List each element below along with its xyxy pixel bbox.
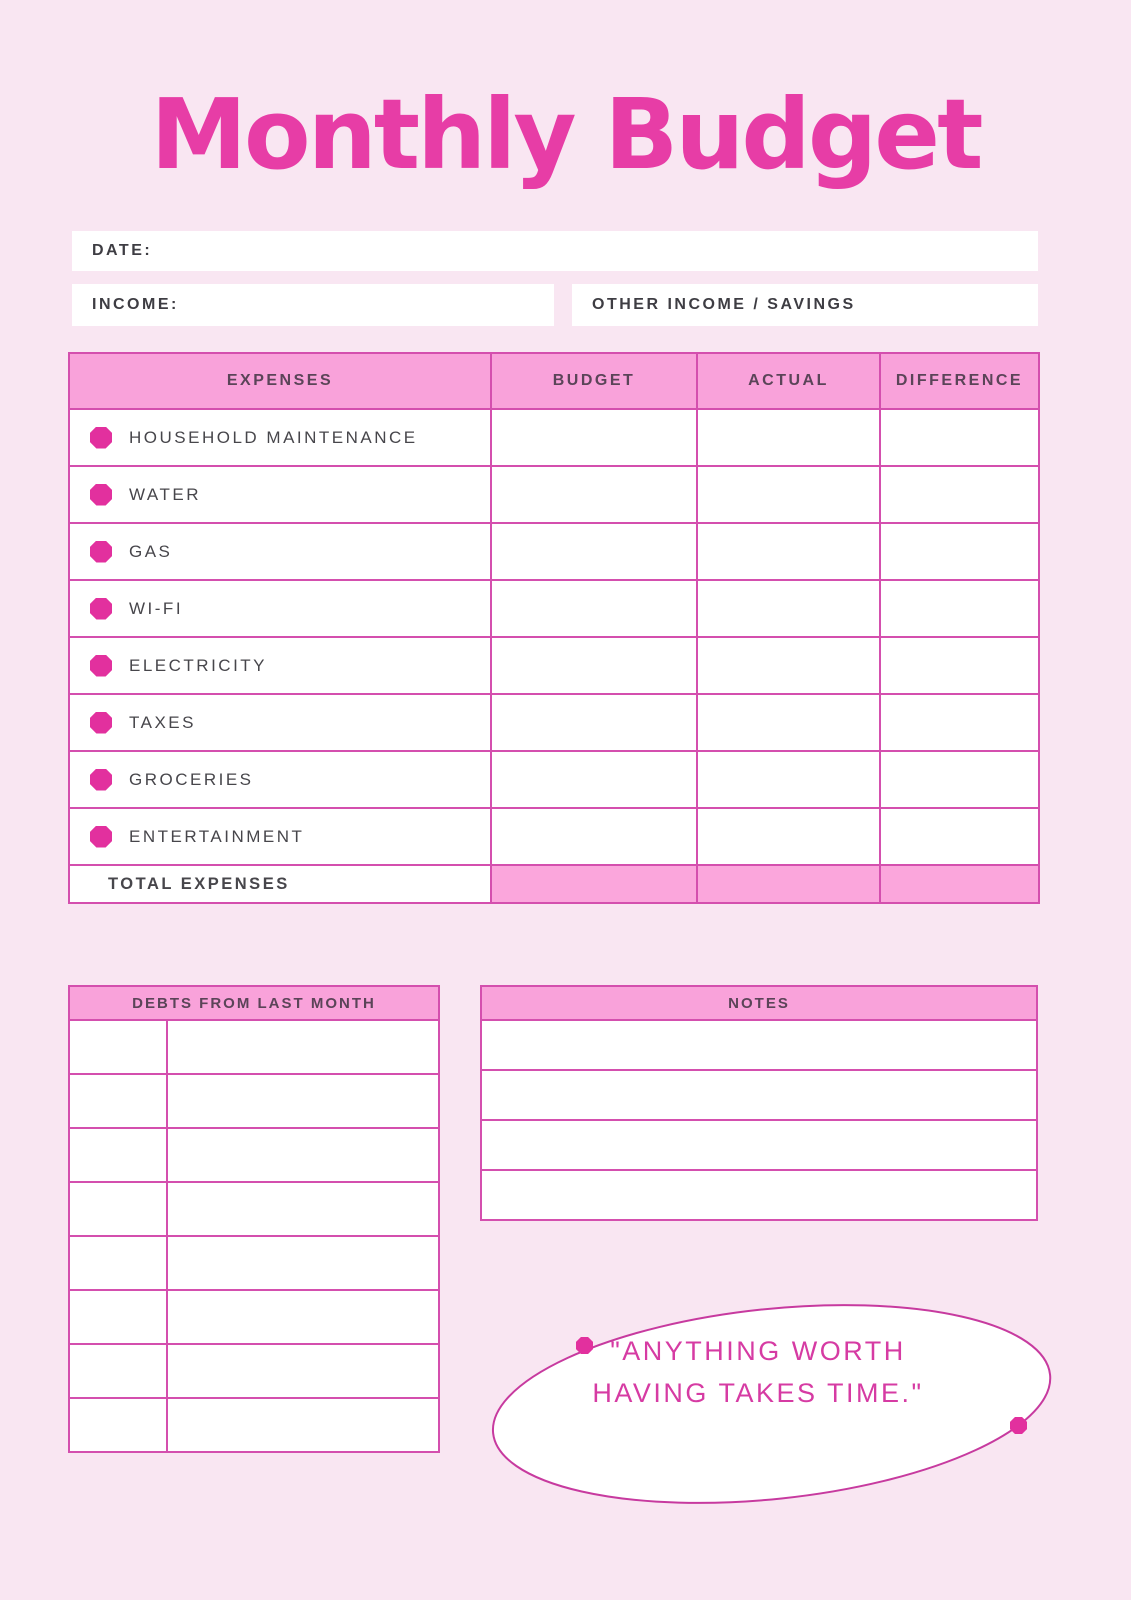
- quote-line: "ANYTHING WORTH: [610, 1336, 906, 1366]
- actual-cell[interactable]: [697, 580, 880, 637]
- difference-column-header: DIFFERENCE: [880, 353, 1039, 409]
- expense-row: [69, 523, 1039, 580]
- debt-description-cell[interactable]: [167, 1182, 439, 1236]
- difference-cell[interactable]: [880, 751, 1039, 808]
- actual-cell[interactable]: [697, 694, 880, 751]
- octagon-bullet-icon: [90, 769, 112, 791]
- expenses-column-header: EXPENSES: [69, 353, 491, 409]
- octagon-bullet-icon: [90, 655, 112, 677]
- debts-table: [68, 985, 440, 1453]
- actual-cell[interactable]: [697, 808, 880, 865]
- total-expenses-row: [69, 865, 1039, 903]
- expense-row: [69, 637, 1039, 694]
- debt-row: [69, 1074, 439, 1128]
- income-field[interactable]: [72, 284, 554, 326]
- quote-text: [558, 1330, 958, 1414]
- expense-label: TAXES: [129, 712, 196, 732]
- expense-label: WATER: [129, 484, 201, 504]
- octagon-bullet-icon: [90, 826, 112, 848]
- notes-line: [481, 1170, 1037, 1220]
- expenses-header-row: [69, 353, 1039, 409]
- debt-row: [69, 1020, 439, 1074]
- expense-row: [69, 751, 1039, 808]
- difference-cell[interactable]: [880, 523, 1039, 580]
- difference-cell[interactable]: [880, 694, 1039, 751]
- other-income-savings-label: OTHER INCOME / SAVINGS: [592, 296, 856, 313]
- octagon-bullet-icon: [90, 541, 112, 563]
- notes-line-cell[interactable]: [481, 1120, 1037, 1170]
- expense-label: GROCERIES: [129, 769, 254, 789]
- expense-label: ENTERTAINMENT: [129, 826, 305, 846]
- debt-row: [69, 1344, 439, 1398]
- debt-row: [69, 1290, 439, 1344]
- budget-cell[interactable]: [491, 694, 697, 751]
- notes-line-cell[interactable]: [481, 1020, 1037, 1070]
- debt-amount-cell[interactable]: [69, 1182, 167, 1236]
- debt-description-cell[interactable]: [167, 1074, 439, 1128]
- date-field[interactable]: [72, 231, 1038, 271]
- expense-row: [69, 808, 1039, 865]
- debt-amount-cell[interactable]: [69, 1236, 167, 1290]
- debt-description-cell[interactable]: [167, 1236, 439, 1290]
- expense-label: HOUSEHOLD MAINTENANCE: [129, 427, 418, 447]
- notes-line-cell[interactable]: [481, 1170, 1037, 1220]
- actual-cell[interactable]: [697, 637, 880, 694]
- expenses-table: [68, 352, 1040, 904]
- debt-row: [69, 1128, 439, 1182]
- expense-label: WI-FI: [129, 598, 184, 618]
- debts-header-row: [69, 986, 439, 1020]
- difference-cell[interactable]: [880, 808, 1039, 865]
- notes-line: [481, 1120, 1037, 1170]
- budget-cell[interactable]: [491, 466, 697, 523]
- budget-cell[interactable]: [491, 580, 697, 637]
- debt-row: [69, 1398, 439, 1452]
- other-income-savings-field[interactable]: [572, 284, 1038, 326]
- income-label: INCOME:: [92, 296, 179, 313]
- octagon-bullet-icon: [90, 427, 112, 449]
- debt-description-cell[interactable]: [167, 1344, 439, 1398]
- orbit-dot-icon: [1010, 1417, 1027, 1434]
- notes-line: [481, 1020, 1037, 1070]
- debt-description-cell[interactable]: [167, 1128, 439, 1182]
- debt-amount-cell[interactable]: [69, 1020, 167, 1074]
- page-title: Monthly Budget: [150, 78, 981, 191]
- total-budget-cell[interactable]: [491, 865, 697, 903]
- total-expenses-label: TOTAL EXPENSES: [69, 865, 491, 903]
- budget-cell[interactable]: [491, 751, 697, 808]
- debt-row: [69, 1236, 439, 1290]
- actual-cell[interactable]: [697, 751, 880, 808]
- quote-line: HAVING TAKES TIME.": [592, 1378, 924, 1408]
- total-actual-cell[interactable]: [697, 865, 880, 903]
- notes-line-cell[interactable]: [481, 1070, 1037, 1120]
- difference-cell[interactable]: [880, 580, 1039, 637]
- octagon-bullet-icon: [90, 598, 112, 620]
- notes-header-row: [481, 986, 1037, 1020]
- expense-row: [69, 694, 1039, 751]
- debt-amount-cell[interactable]: [69, 1128, 167, 1182]
- debt-row: [69, 1182, 439, 1236]
- budget-cell[interactable]: [491, 808, 697, 865]
- debt-amount-cell[interactable]: [69, 1398, 167, 1452]
- debt-amount-cell[interactable]: [69, 1344, 167, 1398]
- budget-cell[interactable]: [491, 409, 697, 466]
- budget-column-header: BUDGET: [491, 353, 697, 409]
- expense-row: [69, 466, 1039, 523]
- actual-cell[interactable]: [697, 466, 880, 523]
- notes-line: [481, 1070, 1037, 1120]
- budget-cell[interactable]: [491, 523, 697, 580]
- difference-cell[interactable]: [880, 466, 1039, 523]
- expense-label: GAS: [129, 541, 173, 561]
- budget-cell[interactable]: [491, 637, 697, 694]
- debt-description-cell[interactable]: [167, 1290, 439, 1344]
- difference-cell[interactable]: [880, 409, 1039, 466]
- notes-section: [480, 985, 1038, 1221]
- debt-description-cell[interactable]: [167, 1398, 439, 1452]
- octagon-bullet-icon: [90, 712, 112, 734]
- debt-description-cell[interactable]: [167, 1020, 439, 1074]
- debt-amount-cell[interactable]: [69, 1074, 167, 1128]
- actual-column-header: ACTUAL: [697, 353, 880, 409]
- expense-row: [69, 409, 1039, 466]
- octagon-bullet-icon: [90, 484, 112, 506]
- debts-table-title: DEBTS FROM LAST MONTH: [69, 986, 439, 1020]
- difference-cell[interactable]: [880, 637, 1039, 694]
- expense-row: [69, 580, 1039, 637]
- date-label: DATE:: [92, 242, 153, 259]
- debt-amount-cell[interactable]: [69, 1290, 167, 1344]
- total-difference-cell[interactable]: [880, 865, 1039, 903]
- notes-title: NOTES: [481, 986, 1037, 1020]
- expense-label: ELECTRICITY: [129, 655, 268, 675]
- actual-cell[interactable]: [697, 409, 880, 466]
- actual-cell[interactable]: [697, 523, 880, 580]
